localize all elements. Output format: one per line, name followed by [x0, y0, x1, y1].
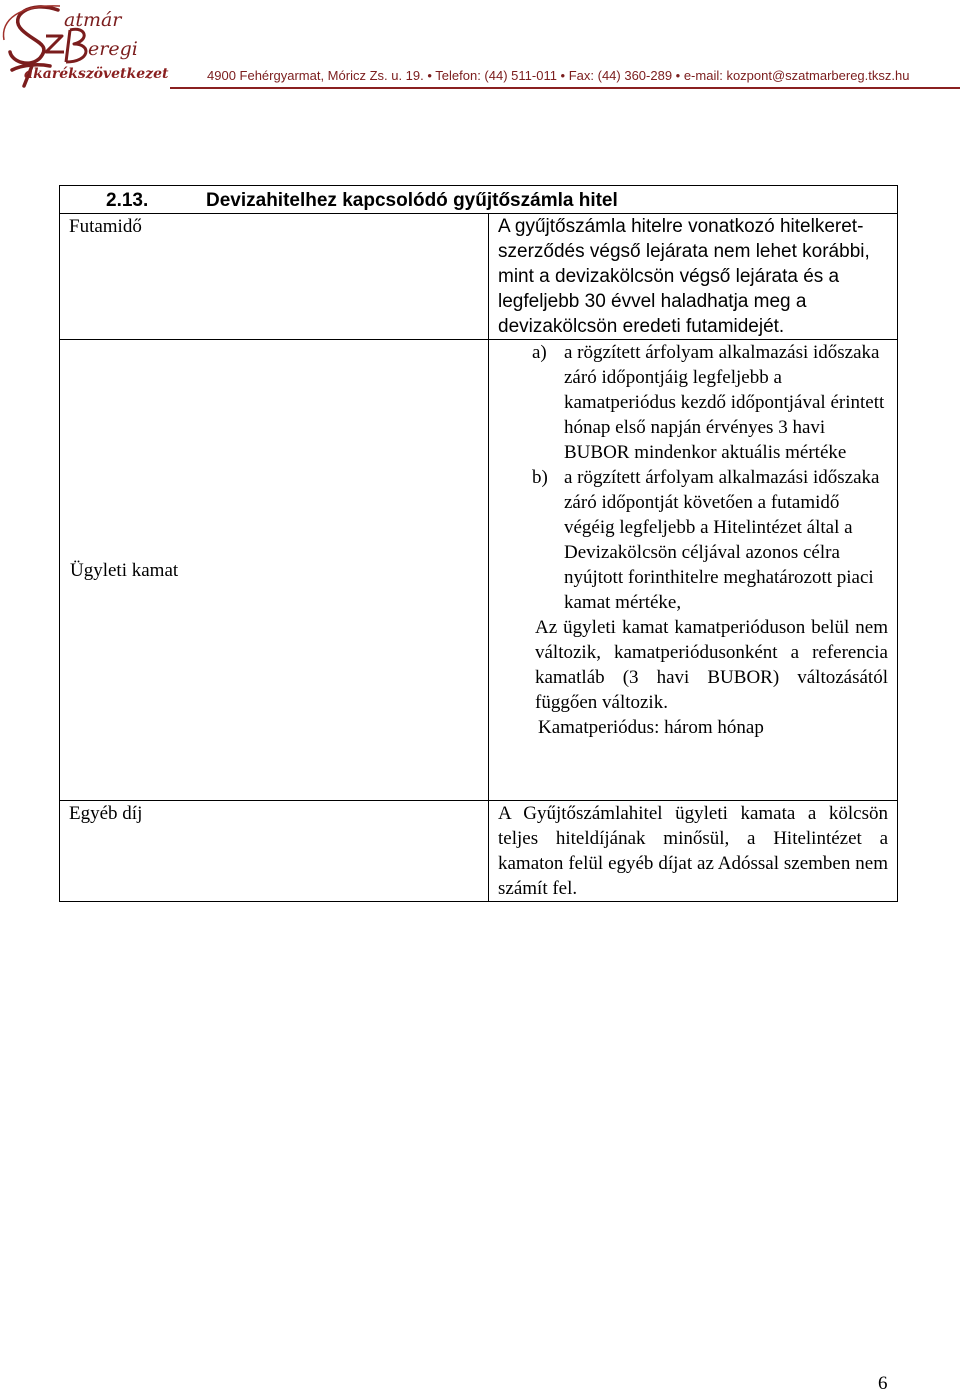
section-number: 2.13.: [106, 190, 149, 211]
row-label-futamido: [60, 214, 489, 340]
egyeb-dij-value: A Gyűjtőszámlahitel ügyleti kamata a kölcsön teljes hiteldíjának minősül, a Hitelintézet a kamaton felül egyéb díjat az Adóssal szemben nem számít fel.: [489, 801, 898, 902]
list-item-text: a rögzített árfolyam alkalmazási időszaka záró időpontjáig legfeljebb a kamatperiódus kezdő időpontjával érintett hónap első napján érvényes 3 havi BUBOR mindenkor aktuális mértéke: [564, 342, 885, 463]
kamat-list: [498, 340, 888, 615]
egyeb-dij-label: Egyéb díj: [69, 803, 143, 824]
list-marker: a): [532, 342, 547, 363]
section-title: Devizahitelhez kapcsolódó gyűjtőszámla hitel: [206, 190, 618, 211]
futamido-value: A gyűjtőszámla hitelre vonatkozó hitelkeret-szerződés végső lejárata nem lehet korábbi, mint a devizakölcsön végső lejárata és a legfeljebb 30 évvel haladhatja meg a devizakölcsön eredeti futamidejét.: [489, 214, 898, 340]
contact-line: 4900 Fehérgyarmat, Móricz Zs. u. 19. • Telefon: (44) 511-011 • Fax: (44) 360-289 • e-mail: kozpont@szatmarbereg.tksz.hu: [207, 68, 910, 83]
kamat-note: Az ügyleti kamat kamatperióduson belül nem változik, kamatperiódusonként a referencia kamatláb (3 havi BUBOR) változásától függően változik.: [535, 617, 888, 713]
logo-word-takarekszovetkezet: akarékszövetkezet: [24, 66, 169, 82]
list-item: [498, 465, 888, 615]
table-row-futamido: [60, 214, 898, 340]
kamat-period: Kamatperiódus: három hónap: [538, 717, 764, 738]
list-item: [498, 340, 888, 465]
title-row: [60, 186, 898, 214]
section-title-cell: [60, 186, 898, 214]
page-number: 6: [878, 1373, 888, 1394]
ugyleti-kamat-label: Ügyleti kamat: [70, 559, 179, 581]
header-rule: [170, 87, 960, 89]
futamido-label: Futamidő: [69, 216, 142, 237]
list-item-text: a rögzített árfolyam alkalmazási időszaka záró időpontját követően a futamidő végéig legfeljebb a Hitelintézet által a Devizakölcsön céljával azonos célra nyújtott forinthitelre meghatározott piaci kamat mértéke,: [564, 467, 880, 613]
logo-word-beregi: eregi: [88, 38, 138, 60]
table-row-egyeb-dij: [60, 801, 898, 902]
list-marker: b): [532, 467, 548, 488]
ugyleti-kamat-value: [489, 340, 898, 801]
company-logo: [0, 0, 200, 96]
letterhead: [0, 0, 960, 100]
table-row-ugyleti-kamat: [60, 340, 898, 801]
logo-word-satmar: atmár: [64, 9, 122, 31]
info-table: [59, 185, 898, 902]
row-label-egyeb-dij: [60, 801, 489, 902]
row-label-ugyleti-kamat: [60, 340, 489, 801]
